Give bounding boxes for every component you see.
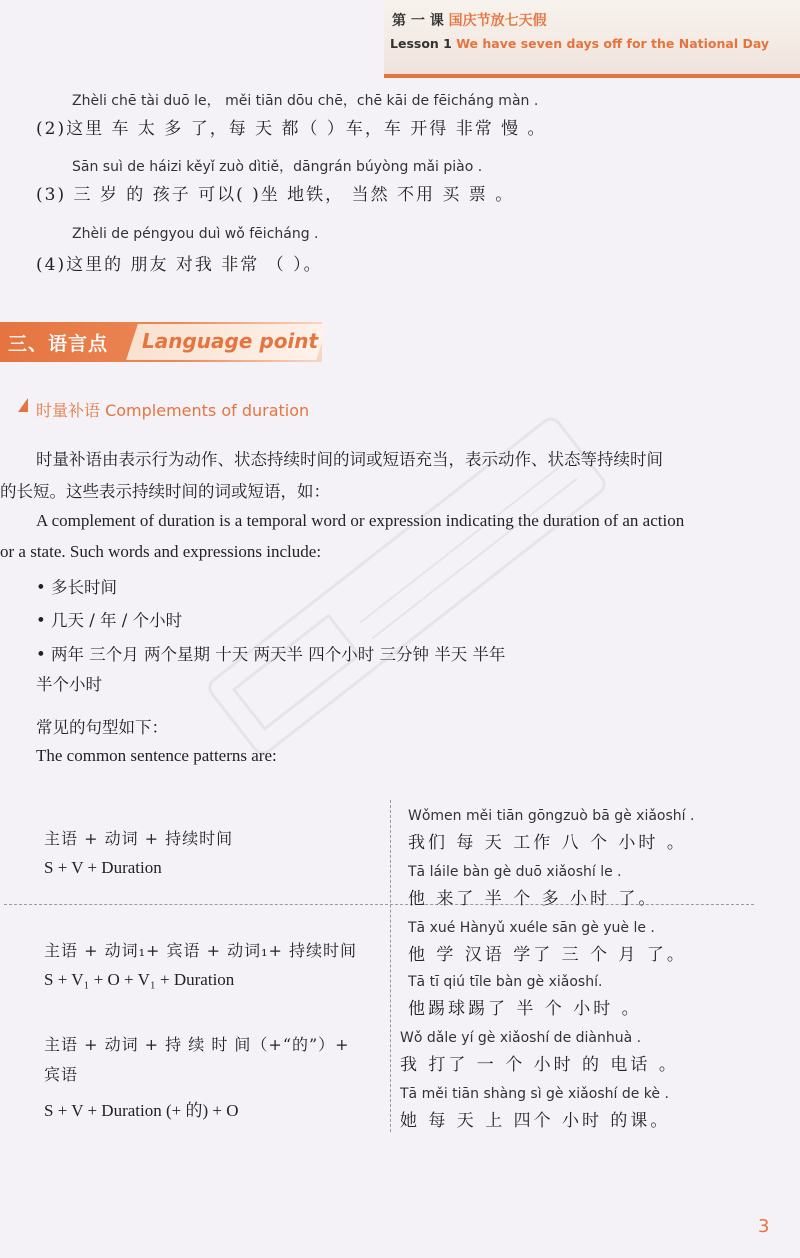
exercise-4-pinyin: Zhèli de péngyou duì wǒ fēicháng . (72, 226, 319, 242)
exercise-4-sentence: (4)这里的 朋友 对我 非常 （ ）。 (36, 255, 323, 275)
bullet-item: • 两年 三个月 两个星期 十天 两天半 四个小时 三分钟 半天 半年 (36, 645, 506, 664)
pattern-3-example-2-cn: 她 每 天 上 四个 小时 的课。 (400, 1111, 671, 1131)
pattern-1-example-1-cn: 我们 每 天 工作 八 个 小时 。 (408, 833, 687, 853)
pattern-2-cn: 主语 + 动词₁+ 宾语 + 动词₁+ 持续时间 (44, 941, 357, 960)
intro-cn-line2: 的长短。这些表示持续时间的词或短语，如： (0, 482, 330, 501)
lesson-title-cn (392, 10, 547, 30)
pattern-3-example-1-cn: 我 打了 一 个 小时 的 电话 。 (400, 1055, 679, 1075)
lesson-number-cn: 第 一 课 (392, 13, 444, 29)
exercise-2-sentence: (2)这里 车 太 多 了，每 天 都（ ）车，车 开得 非常 慢 。 (36, 119, 547, 139)
pattern-1-example-2-cn: 他 来了 半 个 多 小时 了。 (408, 889, 659, 909)
intro-en-line2: or a state. Such words and expressions include: (0, 542, 322, 561)
pattern-2-example-1-pinyin: Tā xué Hànyǔ xuéle sān gè yuè le . (408, 920, 655, 936)
pattern-3-example-1-pinyin: Wǒ dǎle yí gè xiǎoshí de diànhuà . (400, 1030, 642, 1046)
bullet-item-continuation: 半个小时 (36, 675, 102, 694)
subsection-marker-icon (18, 398, 28, 412)
pattern-2-example-2-cn: 他踢球踢了 半 个 小时 。 (408, 999, 642, 1019)
intro-en-line1: A complement of duration is a temporal word or expression indicating the duration of an action (36, 511, 685, 530)
bullet-item: • 多长时间 (36, 578, 117, 597)
section-number-cn: 三、语言点 (8, 333, 109, 355)
lesson-name-cn: 国庆节放七天假 (448, 13, 547, 29)
pattern-3-cn-line2: 宾语 (44, 1065, 79, 1084)
subsection-title: 时量补语 Complements of duration (36, 401, 310, 420)
pattern-2-formula: S + V₁ + O + V₁ + Duration (44, 970, 235, 989)
intro-cn-line1: 时量补语由表示行为动作、状态持续时间的词或短语充当，表示动作、状态等持续时间 (36, 450, 663, 469)
section-title-en: Language point (142, 329, 319, 353)
pattern-1-cn: 主语 + 动词 + 持续时间 (44, 829, 234, 848)
lesson-name-en: We have seven days off for the National Day (456, 36, 770, 51)
patterns-intro-cn: 常见的句型如下： (36, 718, 168, 737)
pattern-3-cn-line1: 主语 + 动词 + 持 续 时 间（+“的”）+ (44, 1035, 350, 1054)
exercise-3-pinyin: Sān suì de háizi kěyǐ zuò dìtiě，dāngrán búyòng mǎi piào . (72, 159, 483, 175)
page-number: 3 (758, 1216, 770, 1237)
pattern-1-formula: S + V + Duration (44, 858, 162, 877)
table-column-divider (390, 800, 391, 1132)
pattern-1-example-1-pinyin: Wǒmen měi tiān gōngzuò bā gè xiǎoshí . (408, 808, 695, 824)
patterns-intro-en: The common sentence patterns are: (36, 746, 277, 765)
pattern-2-example-1-cn: 他 学 汉语 学了 三 个 月 了。 (408, 945, 687, 965)
pattern-3-formula: S + V + Duration (+ 的) + O (44, 1101, 239, 1120)
exercise-3-sentence: (3) 三 岁 的 孩子 可以( )坐 地铁， 当然 不用 买 票 。 (36, 185, 515, 205)
pattern-1-example-2-pinyin: Tā láile bàn gè duō xiǎoshí le . (408, 864, 622, 880)
pattern-3-example-2-pinyin: Tā měi tiān shàng sì gè xiǎoshí de kè . (400, 1086, 669, 1102)
bullet-item: • 几天 / 年 / 个小时 (36, 611, 183, 630)
lesson-number-en: Lesson 1 (390, 36, 452, 51)
lesson-title-en (390, 36, 769, 51)
exercise-2-pinyin: Zhèli chē tài duō le， měi tiān dōu chē，chē kāi de fēicháng màn . (72, 93, 539, 109)
pattern-2-example-2-pinyin: Tā tī qiú tīle bàn gè xiǎoshí. (408, 974, 603, 990)
